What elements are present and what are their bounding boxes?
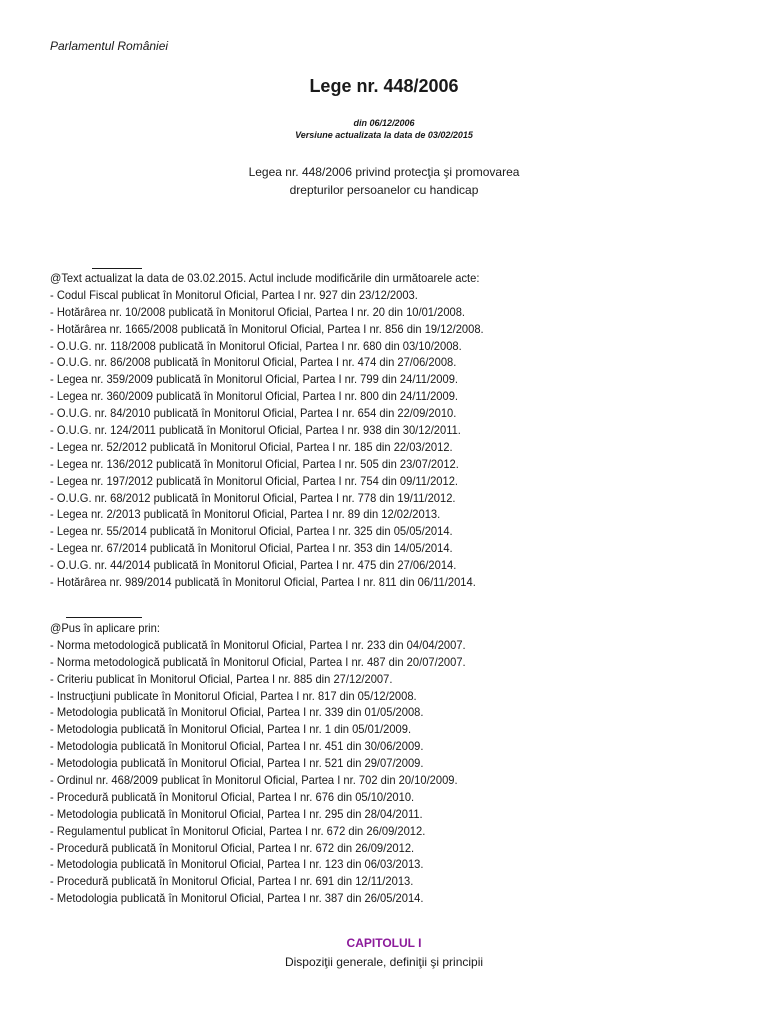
list-item: - Legea nr. 360/2009 publicată în Monitorul Oficial, Partea I nr. 800 din 24/11/2009. <box>50 389 459 404</box>
list-item: - O.U.G. nr. 86/2008 publicată în Monitorul Oficial, Partea I nr. 474 din 27/06/2008. <box>50 355 457 370</box>
list-item: - Instrucţiuni publicate în Monitorul Oficial, Partea I nr. 817 din 05/12/2008. <box>50 688 417 703</box>
list-item: - Procedură publicată în Monitorul Oficial, Partea I nr. 691 din 12/11/2013. <box>50 874 414 889</box>
amendments-intro: @Text actualizat la data de 03.02.2015. Actul include modificările din următoarele acte: <box>50 271 480 285</box>
list-item: - Procedură publicată în Monitorul Oficial, Partea I nr. 672 din 26/09/2012. <box>50 840 415 855</box>
law-date: din 06/12/2006 <box>353 118 415 128</box>
chapter-subtitle: Dispoziţii generale, definiţii şi principii <box>284 955 484 969</box>
law-subtitle-line: Legea nr. 448/2006 privind protecţia şi promovarea <box>248 165 520 179</box>
list-item: - Legea nr. 197/2012 publicată în Monitorul Oficial, Partea I nr. 754 din 09/11/2012. <box>50 473 459 488</box>
list-item: - Codul Fiscal publicat în Monitorul Oficial, Partea I nr. 927 din 23/12/2003. <box>50 287 418 302</box>
law-title: Lege nr. 448/2006 <box>309 76 459 96</box>
list-item: - Metodologia publicată în Monitorul Oficial, Partea I nr. 451 din 30/06/2009. <box>50 739 424 754</box>
list-item: - Legea nr. 136/2012 publicată în Monitorul Oficial, Partea I nr. 505 din 23/07/2012. <box>50 456 459 471</box>
list-item: - Legea nr. 67/2014 publicată în Monitorul Oficial, Partea I nr. 353 din 14/05/2014. <box>50 541 453 556</box>
separator-line <box>66 617 142 618</box>
law-subtitle-line: drepturilor persoanelor cu handicap <box>289 183 479 197</box>
list-item: - Metodologia publicată în Monitorul Oficial, Partea I nr. 1 din 05/01/2009. <box>50 722 412 737</box>
list-item: - Hotărârea nr. 10/2008 publicată în Monitorul Oficial, Partea I nr. 20 din 10/01/2008. <box>50 304 466 319</box>
list-item: - Metodologia publicată în Monitorul Oficial, Partea I nr. 123 din 06/03/2013. <box>50 857 424 872</box>
list-item: - O.U.G. nr. 84/2010 publicată în Monitorul Oficial, Partea I nr. 654 din 22/09/2010. <box>50 406 457 421</box>
amendments-list <box>50 270 484 591</box>
chapter-title: CAPITOLUL I <box>346 936 422 950</box>
list-item: - Norma metodologică publicată în Monitorul Oficial, Partea I nr. 487 din 20/07/2007. <box>50 654 466 669</box>
list-item: - Legea nr. 2/2013 publicată în Monitorul Oficial, Partea I nr. 89 din 12/02/2013. <box>50 507 441 522</box>
law-subtitle <box>0 163 768 199</box>
list-item: - O.U.G. nr. 118/2008 publicată în Monitorul Oficial, Partea I nr. 680 din 03/10/2008. <box>50 338 462 353</box>
implementation-list <box>50 620 466 907</box>
list-item: - Metodologia publicată în Monitorul Oficial, Partea I nr. 295 din 28/04/2011. <box>50 806 423 821</box>
list-item: - Legea nr. 55/2014 publicată în Monitorul Oficial, Partea I nr. 325 din 05/05/2014. <box>50 524 453 539</box>
list-item: - Legea nr. 359/2009 publicată în Monitorul Oficial, Partea I nr. 799 din 24/11/2009. <box>50 372 459 387</box>
list-item: - Metodologia publicată în Monitorul Oficial, Partea I nr. 339 din 01/05/2008. <box>50 705 424 720</box>
implementation-intro: @Pus în aplicare prin: <box>50 621 160 635</box>
institution-name: Parlamentul României <box>50 39 169 53</box>
list-item: - Hotărârea nr. 989/2014 publicată în Monitorul Oficial, Partea I nr. 811 din 06/11/2014. <box>50 575 476 590</box>
list-item: - O.U.G. nr. 68/2012 publicată în Monitorul Oficial, Partea I nr. 778 din 19/11/2012. <box>50 490 456 505</box>
list-item: - Criteriu publicat în Monitorul Oficial, Partea I nr. 885 din 27/12/2007. <box>50 671 393 686</box>
separator-line <box>92 268 142 269</box>
list-item: - Regulamentul publicat în Monitorul Oficial, Partea I nr. 672 din 26/09/2012. <box>50 823 426 838</box>
list-item: - Metodologia publicată în Monitorul Oficial, Partea I nr. 521 din 29/07/2009. <box>50 756 424 771</box>
list-item: - O.U.G. nr. 124/2011 publicată în Monitorul Oficial, Partea I nr. 938 din 30/12/2011. <box>50 423 461 438</box>
list-item: - O.U.G. nr. 44/2014 publicată în Monitorul Oficial, Partea I nr. 475 din 27/06/2014. <box>50 558 457 573</box>
list-item: - Procedură publicată în Monitorul Oficial, Partea I nr. 676 din 05/10/2010. <box>50 789 415 804</box>
list-item: - Ordinul nr. 468/2009 publicat în Monitorul Oficial, Partea I nr. 702 din 20/10/2009. <box>50 773 458 788</box>
list-item: - Metodologia publicată în Monitorul Oficial, Partea I nr. 387 din 26/05/2014. <box>50 891 424 906</box>
list-item: - Hotărârea nr. 1665/2008 publicată în Monitorul Oficial, Partea I nr. 856 din 19/12/2008. <box>50 321 484 336</box>
list-item: - Legea nr. 52/2012 publicată în Monitorul Oficial, Partea I nr. 185 din 22/03/2012. <box>50 439 453 454</box>
list-item: - Norma metodologică publicată în Monitorul Oficial, Partea I nr. 233 din 04/04/2007. <box>50 637 466 652</box>
law-version: Versiune actualizata la data de 03/02/2015 <box>295 130 473 140</box>
